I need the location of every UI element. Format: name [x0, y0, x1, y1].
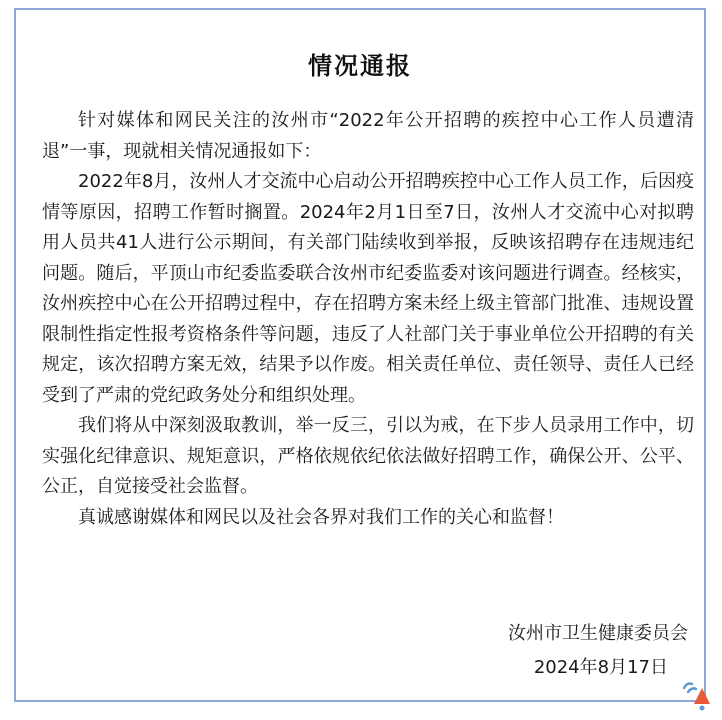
- paragraph-details: 2022年8月，汝州人才交流中心启动公开招聘疾控中心工作人员工作，后因疫情等原因，招聘工作暂时搁置。2024年2月1日至7日，汝州人才交流中心对拟聘用人员共41人进行公示期间，有关部门陆续收到举报，反映该招聘存在违规违纪问题。随后，平顶山市纪委监委联合汝州市纪委监委对该问题进行调查。经核实，汝州疾控中心在公开招聘过程中，存在招聘方案未经上级主管部门批准、违规设置限制性指定性报考资格条件等问题，违反了人社部门关于事业单位公开招聘的有关规定，该次招聘方案无效，结果予以作废。相关责任单位、责任领导、责任人已经受到了严肃的党纪政务处分和组织处理。: [42, 171, 694, 406]
- watermark-logo-icon: [678, 674, 718, 714]
- page-title: 情况通报: [308, 52, 412, 80]
- notice-frame: [14, 8, 706, 702]
- signature-date: 2024年8月17日: [533, 657, 668, 678]
- paragraph-thanks: 真诚感谢媒体和网民以及社会各界对我们工作的关心和监督！: [78, 506, 564, 528]
- paragraph-intro: 针对媒体和网民关注的汝州市“2022年公开招聘的疾控中心工作人员遭清退”一事，现就相关情况通报如下：: [42, 110, 694, 162]
- signature-organization: 汝州市卫生健康委员会: [508, 623, 688, 644]
- paragraph-lessons: 我们将从中深刻汲取教训，举一反三，引以为戒，在下步人员录用工作中，切实强化纪律意识、规矩意识，严格依规依纪依法做好招聘工作，确保公开、公平、公正，自觉接受社会监督。: [42, 415, 694, 497]
- notice-body: [42, 106, 694, 533]
